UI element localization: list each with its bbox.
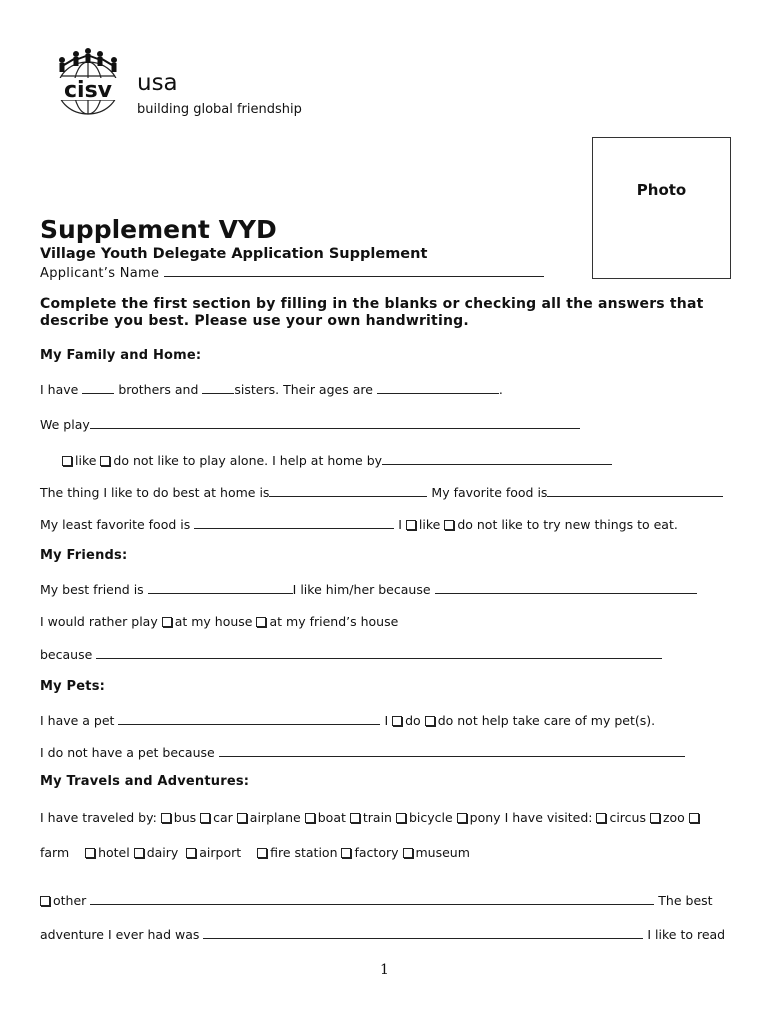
other-row: other The best (40, 892, 713, 908)
adventure-row: adventure I ever had was I like to read (40, 927, 726, 942)
not-like-play-alone-checkbox[interactable] (100, 456, 110, 466)
bicycle-checkbox[interactable] (396, 813, 406, 823)
rather-play-because-field[interactable] (96, 646, 662, 659)
like-friend-because-field[interactable] (435, 581, 697, 594)
pony-checkbox[interactable] (457, 813, 467, 823)
logo-usa-text: usa (137, 70, 178, 96)
rather-play-because-row: because (40, 646, 662, 662)
section-header-family: My Family and Home: (40, 348, 202, 363)
rather-play-row: I would rather play at my house at my friend’s house (40, 614, 399, 629)
dairy-checkbox[interactable] (134, 848, 144, 858)
brothers-count-field[interactable] (82, 381, 114, 394)
page-title: Supplement VYD (40, 215, 277, 244)
traveled-by-row: I have traveled by: bus car airplane boat train bicycle pony I have visited: circus zoo (40, 810, 702, 825)
page-number: 1 (380, 962, 389, 978)
other-field[interactable] (90, 892, 654, 905)
do-help-pet-checkbox[interactable] (392, 716, 402, 726)
logo-brand-text: cisv (63, 78, 113, 103)
not-help-pet-checkbox[interactable] (425, 716, 435, 726)
like-play-alone-checkbox[interactable] (62, 456, 72, 466)
friends-house-checkbox[interactable] (256, 617, 266, 627)
hotel-checkbox[interactable] (85, 848, 95, 858)
applicant-name-row (40, 264, 544, 281)
favorite-food-field[interactable] (547, 484, 723, 497)
my-house-checkbox[interactable] (162, 617, 172, 627)
boat-checkbox[interactable] (305, 813, 315, 823)
instructions: Complete the first section by filling in the blanks or checking all the answers that describe you best. Please use your own handwriting. (40, 296, 704, 329)
other-checkbox[interactable] (40, 896, 50, 906)
siblings-row: I have brothers and sisters. Their ages are . (40, 382, 503, 397)
bus-checkbox[interactable] (161, 813, 171, 823)
zoo-checkbox[interactable] (650, 813, 660, 823)
have-pet-row: I have a pet I do do not help take care of my pet(s). (40, 713, 656, 728)
fire-station-checkbox[interactable] (257, 848, 267, 858)
photo-label: Photo (636, 181, 687, 199)
best-home-row: The thing I like to do best at home is My favorite food is (40, 484, 723, 500)
not-like-new-food-checkbox[interactable] (444, 520, 454, 530)
applicant-name-field[interactable] (164, 264, 544, 277)
best-friend-row: My best friend is I like him/her because (40, 581, 697, 597)
farm-checkbox[interactable] (689, 813, 699, 823)
visited-row: farm hotel dairy airport fire station factory museum (40, 845, 470, 860)
page-subtitle: Village Youth Delegate Application Supplement (40, 246, 428, 262)
circus-checkbox[interactable] (596, 813, 606, 823)
sisters-count-field[interactable] (202, 381, 234, 394)
least-food-row: My least favorite food is I like do not like to try new things to eat. (40, 517, 678, 532)
train-checkbox[interactable] (350, 813, 360, 823)
help-at-home-field[interactable] (382, 452, 612, 465)
car-checkbox[interactable] (200, 813, 210, 823)
sibling-ages-field[interactable] (377, 381, 499, 394)
logo-tagline: building global friendship (137, 102, 302, 117)
like-new-food-checkbox[interactable] (406, 520, 416, 530)
no-pet-because-field[interactable] (219, 744, 685, 757)
section-header-friends: My Friends: (40, 548, 128, 563)
play-alone-row: like do not like to play alone. I help at home by (62, 452, 612, 468)
factory-checkbox[interactable] (341, 848, 351, 858)
best-home-field[interactable] (269, 484, 427, 497)
section-header-pets: My Pets: (40, 679, 106, 694)
pet-type-field[interactable] (118, 712, 380, 725)
we-play-field[interactable] (90, 416, 580, 429)
least-favorite-food-field[interactable] (194, 516, 394, 529)
applicant-name-label: Applicant’s Name (40, 266, 160, 281)
airport-checkbox[interactable] (186, 848, 196, 858)
best-adventure-field[interactable] (203, 926, 643, 939)
best-friend-field[interactable] (148, 581, 293, 594)
airplane-checkbox[interactable] (237, 813, 247, 823)
we-play-row: We play (40, 416, 580, 432)
museum-checkbox[interactable] (403, 848, 413, 858)
cisv-logo (44, 46, 132, 118)
photo-box[interactable] (592, 137, 731, 279)
no-pet-row: I do not have a pet because (40, 744, 685, 760)
section-header-travels: My Travels and Adventures: (40, 774, 250, 789)
